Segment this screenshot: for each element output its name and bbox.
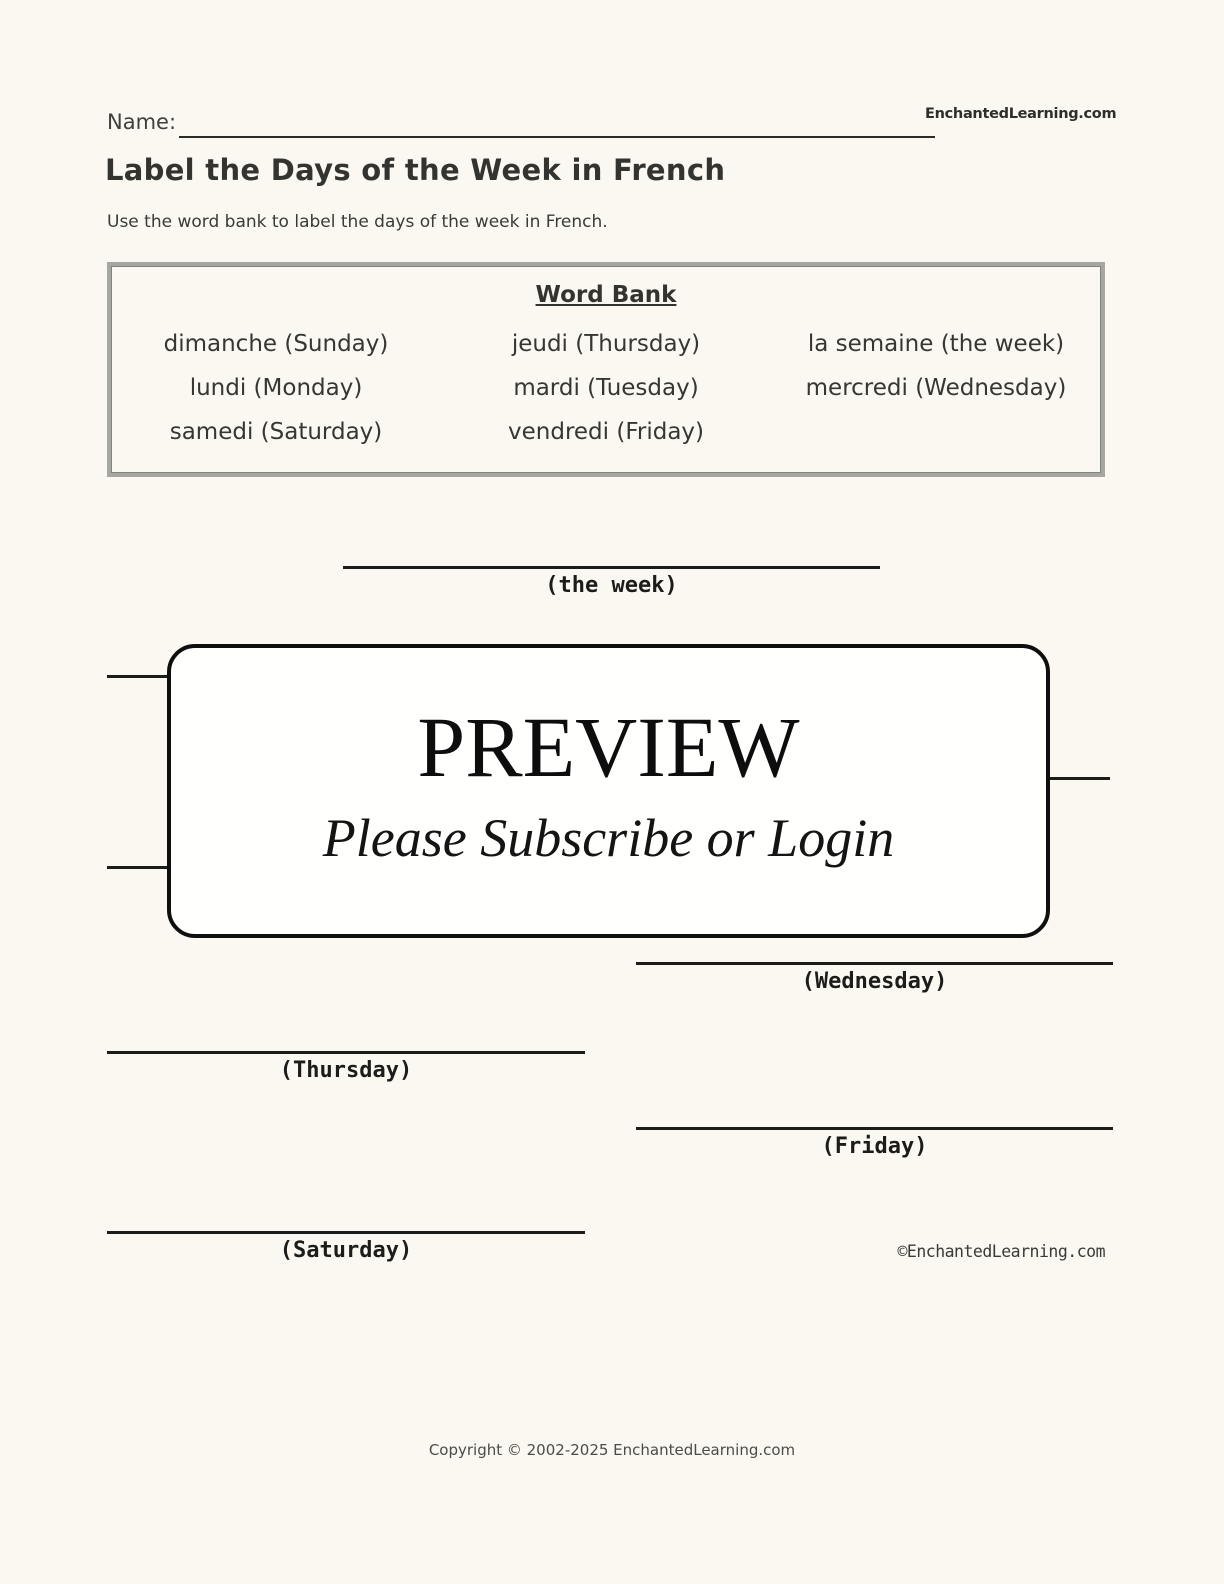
word-bank-item (771, 410, 1101, 454)
word-bank-grid (111, 322, 1101, 454)
answer-line-friday (636, 1127, 1113, 1130)
preview-subscribe-login-text: Please Subscribe or Login (322, 807, 895, 868)
word-bank-item: lundi (Monday) (189, 375, 363, 401)
answer-line-stub-left-bottom (107, 866, 169, 869)
name-blank-line (179, 136, 935, 138)
word-bank-item: dimanche (Sunday) (163, 331, 389, 357)
word-bank-item: vendredi (Friday) (508, 419, 704, 445)
footer-copyright: Copyright © 2002-2025 EnchantedLearning.com (428, 1441, 796, 1459)
answer-label-thursday: (Thursday) (279, 1058, 413, 1083)
site-logo: EnchantedLearning.com (925, 106, 1117, 122)
word-bank-item: mardi (Tuesday) (513, 375, 699, 401)
word-bank-item: samedi (Saturday) (169, 419, 383, 445)
answer-line-stub-right (1048, 777, 1110, 780)
preview-overlay[interactable] (167, 644, 1050, 938)
word-bank-item: mercredi (Wednesday) (805, 375, 1067, 401)
answer-line-wednesday (636, 962, 1113, 965)
word-bank-item: jeudi (Thursday) (511, 331, 701, 357)
answer-line-saturday (107, 1231, 585, 1234)
answer-line-the-week (343, 566, 880, 569)
word-bank-item: la semaine (the week) (807, 331, 1065, 357)
word-bank-box (107, 262, 1105, 477)
copyright-credit: ©EnchantedLearning.com (897, 1242, 1105, 1261)
page-title: Label the Days of the Week in French (105, 153, 726, 187)
answer-label-the-week: (the week) (545, 573, 678, 598)
word-bank-heading: Word Bank (535, 282, 677, 308)
answer-line-thursday (107, 1051, 585, 1054)
name-label: Name: (107, 110, 177, 134)
answer-label-saturday: (Saturday) (279, 1238, 413, 1263)
preview-title: PREVIEW (417, 699, 800, 795)
instructions-text: Use the word bank to label the days of the week in French. (107, 212, 608, 232)
answer-label-friday: (Friday) (821, 1134, 928, 1159)
answer-label-wednesday: (Wednesday) (801, 969, 948, 994)
answer-line-stub-left-top (107, 675, 169, 678)
